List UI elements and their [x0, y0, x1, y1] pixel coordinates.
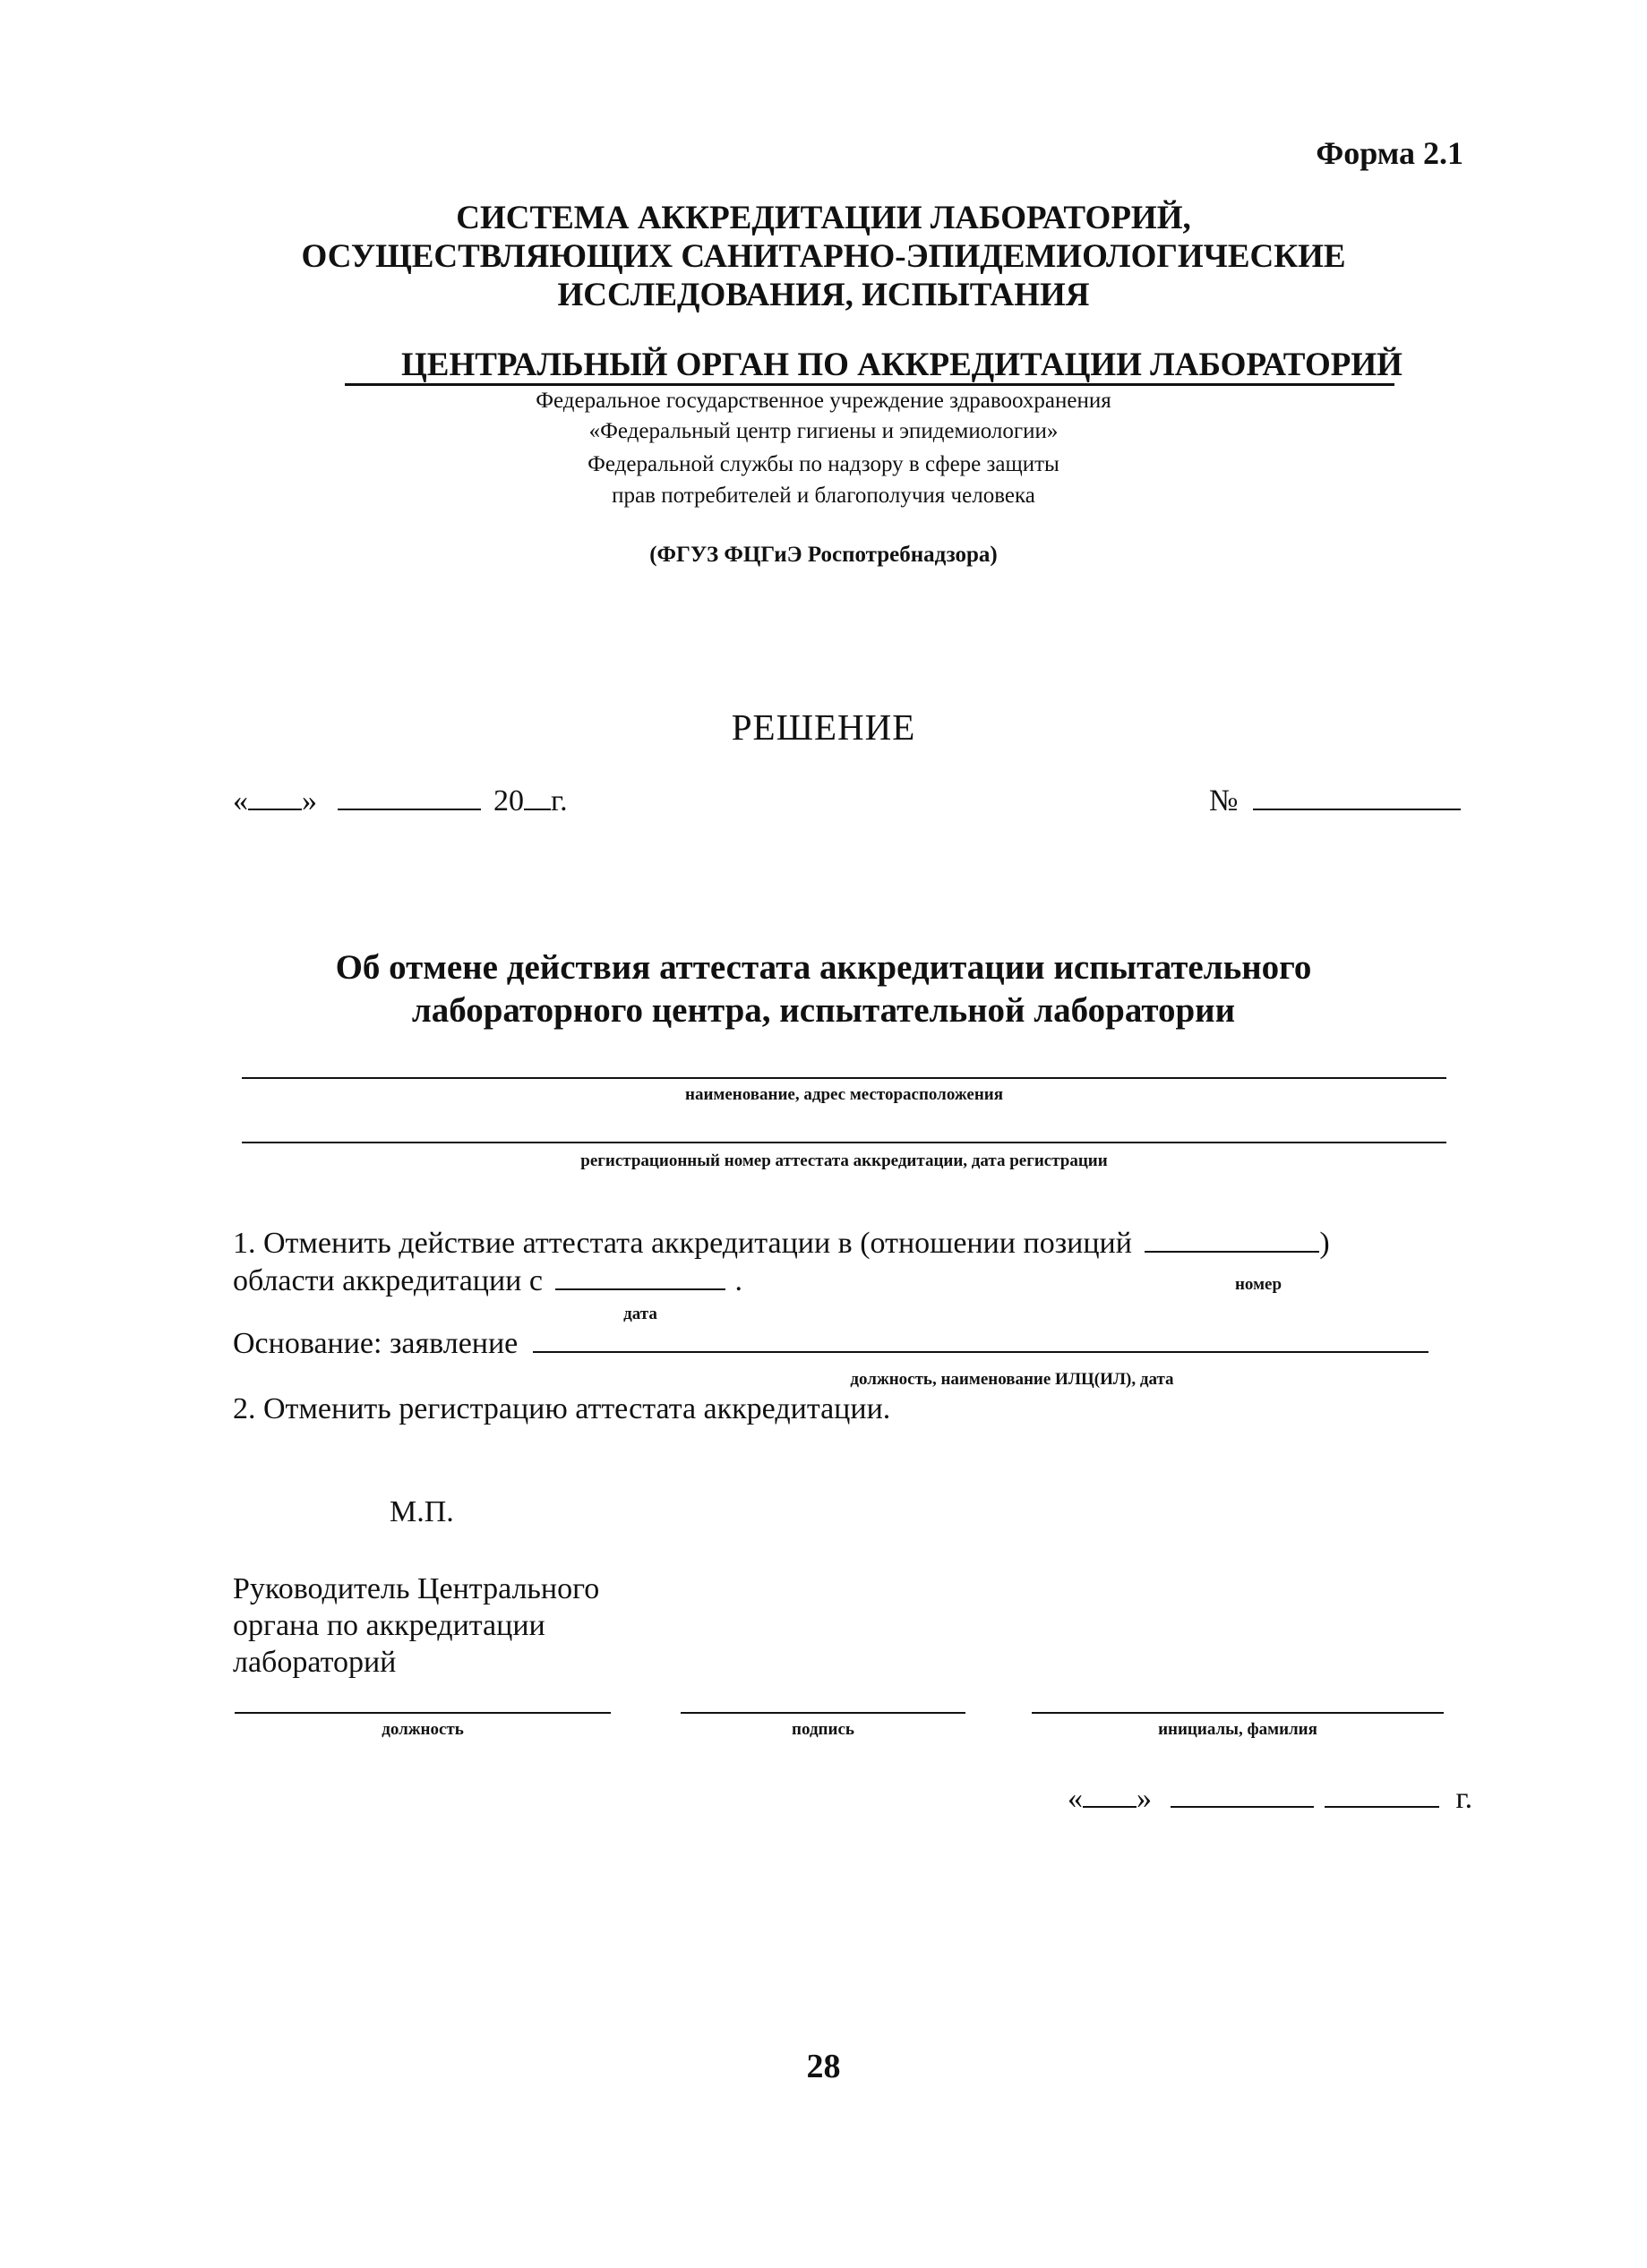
institution-line-4: прав потребителей и благополучия человека — [612, 484, 1035, 508]
day-blank — [248, 808, 302, 810]
signatory-line-2: органа по аккредитации — [233, 1609, 545, 1642]
number-blank — [1253, 808, 1461, 810]
institution-line-3: Федеральной службы по надзору в сфере защиты — [588, 452, 1059, 476]
subject-line-2: лабораторного центра, испытательной лаборатории — [411, 991, 1236, 1030]
position-line — [235, 1712, 611, 1714]
accreditation-area-text: области аккредитации с — [233, 1264, 543, 1297]
institution-abbreviation: (ФГУЗ ФЦГиЭ Роспотребнадзора) — [649, 543, 998, 567]
item-1-line-1 — [233, 1227, 1330, 1261]
item-1-line-2 — [233, 1264, 742, 1298]
form-label: Форма 2.1 — [1316, 135, 1463, 171]
positions-blank — [1145, 1250, 1319, 1253]
stamp-place: М.П. — [390, 1495, 454, 1528]
name-address-line — [242, 1077, 1446, 1079]
number-caption: номер — [1234, 1275, 1282, 1294]
year-prefix: 20 — [493, 784, 524, 817]
registration-caption: регистрационный номер аттестата аккредитации, дата регистрации — [580, 1151, 1108, 1170]
decision-date — [233, 784, 568, 818]
subject-line-1: Об отмене действия аттестата аккредитации испытательного — [335, 948, 1312, 987]
basis-label: Основание: заявление — [233, 1327, 519, 1360]
sign-date-open-quote: « — [1068, 1782, 1083, 1815]
signature-line — [681, 1712, 965, 1714]
signature-caption: подпись — [792, 1720, 854, 1739]
system-title-line-3: ИССЛЕДОВАНИЯ, ИСПЫТАНИЯ — [557, 277, 1090, 313]
central-body-underline — [345, 383, 1394, 386]
date-blank — [555, 1288, 725, 1290]
year-blank — [524, 808, 551, 810]
registration-line — [242, 1142, 1446, 1143]
page-number: 28 — [806, 2048, 841, 2085]
item-1-close-paren: ) — [1319, 1227, 1330, 1260]
sign-month-blank — [1171, 1805, 1314, 1808]
basis-line — [233, 1327, 1428, 1361]
name-caption: инициалы, фамилия — [1158, 1720, 1317, 1739]
item-1-text: 1. Отменить действие аттестата аккредитации в (отношении позиций — [233, 1227, 1132, 1260]
month-blank — [338, 808, 481, 810]
date-open-quote: « — [233, 784, 248, 817]
decision-title: РЕШЕНИЕ — [731, 706, 916, 748]
item-1-period: . — [734, 1264, 742, 1297]
sign-date — [1068, 1782, 1472, 1816]
date-close-quote: » — [302, 784, 317, 817]
sign-day-blank — [1083, 1805, 1137, 1808]
number-sign: № — [1209, 784, 1239, 817]
central-body-title: ЦЕНТРАЛЬНЫЙ ОРГАН ПО АККРЕДИТАЦИИ ЛАБОРАТОРИЙ — [401, 347, 1403, 383]
sign-year-blank — [1325, 1805, 1439, 1808]
name-line — [1032, 1712, 1444, 1714]
system-title-line-1: СИСТЕМА АККРЕДИТАЦИИ ЛАБОРАТОРИЙ, — [456, 200, 1191, 236]
institution-line-2: «Федеральный центр гигиены и эпидемиологии» — [588, 419, 1059, 443]
date-caption: дата — [623, 1305, 657, 1323]
position-caption: должность — [382, 1720, 464, 1739]
system-title-line-2: ОСУЩЕСТВЛЯЮЩИХ САНИТАРНО-ЭПИДЕМИОЛОГИЧЕСКИЕ — [301, 238, 1346, 275]
signatory-line-3: лабораторий — [233, 1646, 397, 1679]
item-2: 2. Отменить регистрацию аттестата аккредитации. — [233, 1392, 891, 1425]
position-name-date-caption: должность, наименование ИЛЦ(ИЛ), дата — [850, 1370, 1174, 1389]
signatory-line-1: Руководитель Центрального — [233, 1572, 600, 1605]
institution-line-1: Федеральное государственное учреждение здравоохранения — [536, 389, 1111, 413]
sign-date-suffix: г. — [1455, 1782, 1473, 1815]
sign-date-close-quote: » — [1137, 1782, 1152, 1815]
decision-number — [1209, 784, 1461, 818]
name-address-caption: наименование, адрес месторасположения — [685, 1085, 1003, 1104]
basis-blank — [533, 1350, 1428, 1353]
year-suffix: г. — [551, 784, 568, 817]
